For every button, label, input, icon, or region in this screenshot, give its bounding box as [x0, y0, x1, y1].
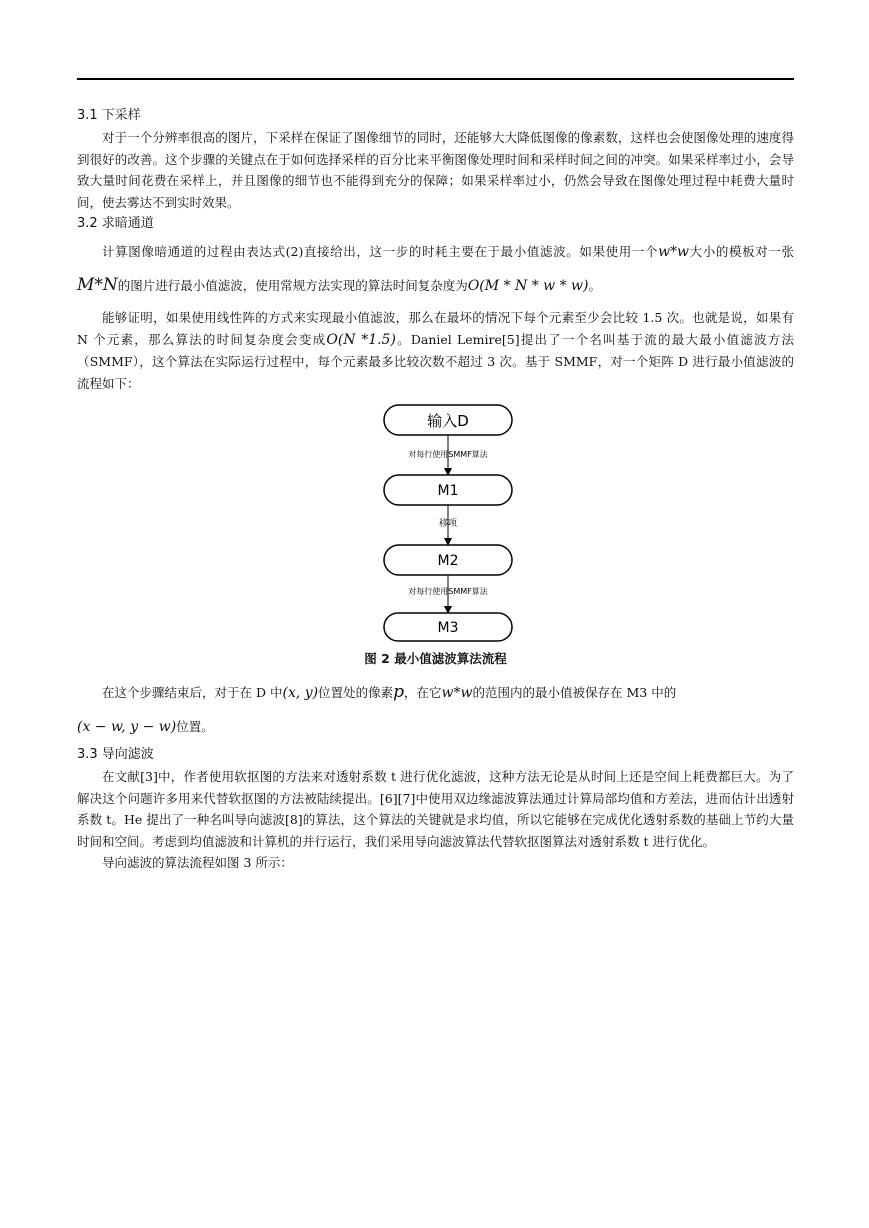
flowchart-svg	[77, 402, 794, 642]
math-complexity-linear: O(N *1.5)	[326, 331, 396, 348]
flow-node-label: M3	[437, 620, 459, 636]
math-complexity: O(M * N * w * w)	[467, 278, 589, 294]
math-m-times-n: M*N	[77, 275, 118, 295]
flow-node-label: M2	[437, 553, 459, 569]
math-p: p	[393, 682, 405, 702]
flow-edge-label: 移项	[438, 519, 458, 529]
section-3-1-paragraph: 对于一个分辨率很高的图片，下采样在保证了图像细节的同时，还能够大大降低图像的像素数，这样也会使图像处理的速度得到很好的改善。这个步骤的关键点在于如何选择采样的百分比来平衡图像处理时间和采样时间之间的冲突。如果采样率过小，会导致大量时间花费在采样上，并且图像的细节也不能得到充分的保障；如果采样率过小，仍然会导致在图像处理过程中耗费大量时间，使去雾达不到实时效果。	[77, 130, 794, 210]
math-w-times-w: w*w	[658, 244, 690, 260]
section-3-1-heading: 3.1 下采样	[77, 108, 141, 123]
page-content	[77, 105, 794, 874]
flow-edge-label: 对每行使用SMMF算法	[408, 587, 488, 596]
section-3-3-paragraph-2: 导向滤波的算法流程如图 3 所示：	[102, 855, 293, 870]
flow-node-label: M1	[437, 483, 459, 499]
section-3-2-paragraph-4: (x − w, y − w)位置。	[77, 719, 214, 735]
section-3-3-heading: 3.3 导向滤波	[77, 747, 154, 762]
section-3-3-paragraph-1: 在文献[3]中，作者使用软抠图的方法来对透射系数 t 进行优化滤波，这种方法无论是从时间上还是空间上耗费都巨大。为了解决这个问题许多用来代替软抠图的方法被陆续提出。[6][7]中使用双边缘滤波算法通过计算局部均值和方差法，进而估计出透射系数 t。He 提出了一种名叫导向滤波[8]的算法，这个算法的关键就是求均值，所以它能够在完成优化透射系数的基础上节约大量时间和空间。考虑到均值滤波和计算机的并行运行，我们采用导向滤波算法代替软抠图算法对透射系数 t 进行优化。	[77, 769, 794, 849]
flow-edge-label: 对每行使用SMMF算法	[408, 450, 488, 459]
section-3-2-paragraph-3: 在这个步骤结束后，对于在 D 中(x, y)位置处的像素p，在它w*w的范围内的最小值被保存在 M3 中的	[102, 682, 677, 702]
figure-2-caption: 图 2 最小值滤波算法流程	[364, 651, 507, 666]
section-3-2-paragraph-2: 能够证明，如果使用线性阵的方式来实现最小值滤波，那么在最坏的情况下每个元素至少会比较 1.5 次。也就是说，如果有 N 个元素，那么算法的时间复杂度会变成O(N *1.5)。Daniel Lemire[5]提出了一个名叫基于流的最大最小值滤波方法（SMMF），这个算法在实际运行过程中，每个元素最多比较次数不超过 3 次。基于 SMMF，对一个矩阵 D 进行最小值滤波的流程如下：	[77, 310, 794, 391]
math-window: w*w	[441, 685, 473, 701]
math-shifted-position: (x − w, y − w)	[77, 719, 177, 735]
header-rule	[77, 78, 794, 80]
section-3-2-heading: 3.2 求暗通道	[77, 216, 154, 231]
min-filter-flowchart	[77, 402, 794, 642]
flow-node-label: 输入D	[427, 412, 469, 430]
section-3-2-paragraph-1: 计算图像暗通道的过程由表达式(2)直接给出，这一步的时耗主要在于最小值滤波。如果使用一个w*w大小的模板对一张M*N的图片进行最小值滤波，使用常规方法实现的算法时间复杂度为O(M * N * w * w)。	[77, 244, 794, 295]
math-xy: (x, y)	[282, 685, 319, 701]
